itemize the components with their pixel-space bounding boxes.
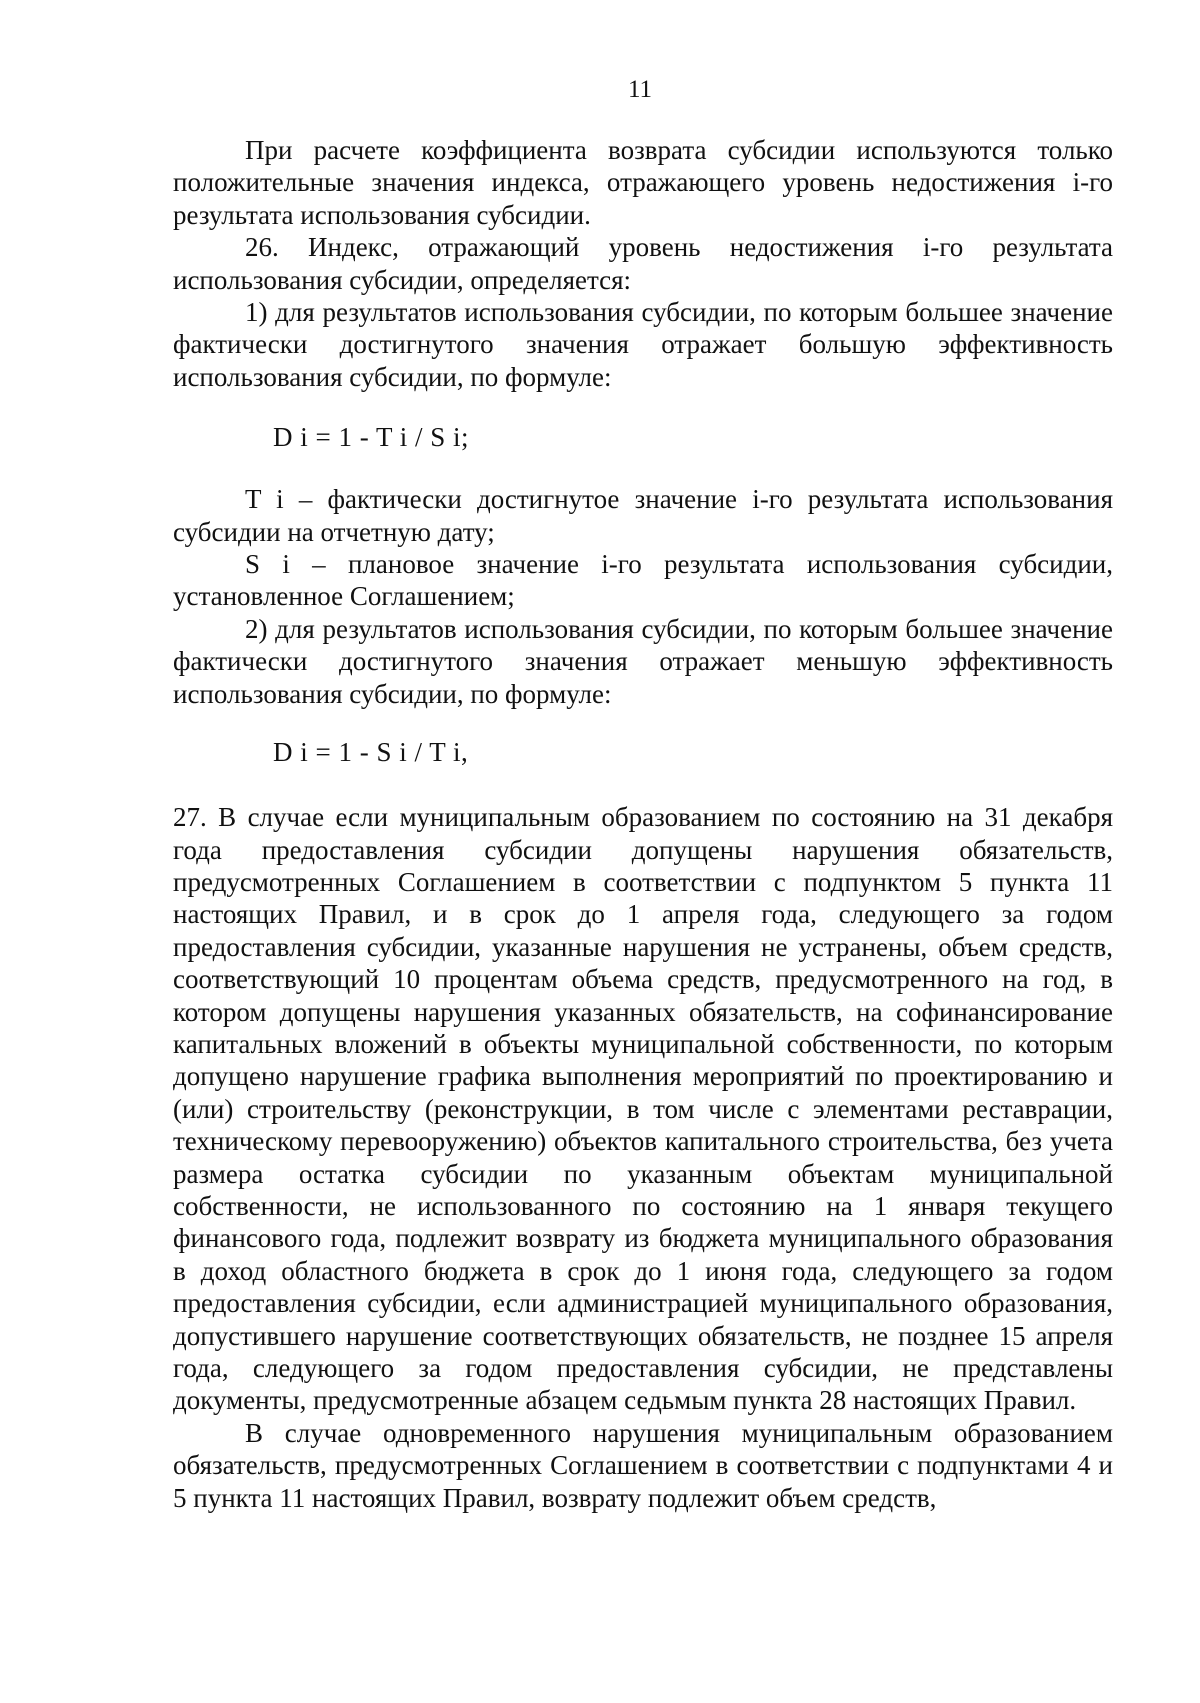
- formula-1: D i = 1 - T i / S i;: [273, 422, 470, 453]
- formula-2: D i = 1 - S i / T i,: [273, 737, 469, 768]
- paragraph-26-index-definition: 26. Индекс, отражающий уровень недостижения i-го результата использования субсидии, определяется:: [173, 232, 1113, 295]
- definition-si: S i – плановое значение i-го результата использования субсидии, установленное Соглашением;: [173, 549, 1113, 612]
- document-body: [173, 134, 1113, 1514]
- paragraph-26-item-2: 2) для результатов использования субсидии, по которым большее значение фактически достигнутого значения отражает меньшую эффективность использования субсидии, по формуле:: [173, 613, 1113, 709]
- paragraph-27-simultaneous-violation: В случае одновременного нарушения муниципальным образованием обязательств, предусмотренных Соглашением в соответствии с подпунктами 4 и 5 пункта 11 настоящих Правил, возврату подлежит объем средств,: [173, 1417, 1113, 1513]
- paragraph-positive-values: При расчете коэффициента возврата субсидии используются только положительные значения индекса, отражающего уровень недостижения i-го результата использования субсидии.: [173, 135, 1113, 230]
- page-number: 11: [627, 76, 653, 103]
- paragraph-26-item-1: 1) для результатов использования субсидии, по которым большее значение фактически достигнутого значения отражает большую эффективность использования субсидии, по формуле:: [173, 297, 1113, 392]
- definition-ti: T i – фактически достигнутое значение i-го результата использования субсидии на отчетную дату;: [173, 484, 1113, 547]
- paragraph-27: 27. В случае если муниципальным образованием по состоянию на 31 декабря года предоставления субсидии допущены нарушения обязательств, предусмотренных Соглашением в соответствии с подпунктом 5 пункта 11 настоящих Правил, и в срок до 1 апреля года, следующего за годом предоставления субсидии, указанные нарушения не устранены, объем средств, соответствующий 10 процентам объема средств, предусмотренного на год, в котором допущены нарушения указанных обязательств, на софинансирование капитальных вложений в объекты муниципальной собственности, по которым допущено нарушение графика выполнения мероприятий по проектированию и (или) строительству (реконструкции, в том числе с элементами реставрации, техническому перевооружению) объектов капитального строительства, без учета размера остатка субсидии по указанным объектам муниципальной собственности, не использованного по состоянию на 1 января текущего финансового года, подлежит возврату из бюджета муниципального образования в доход областного бюджета в срок до 1 июня года, следующего за годом предоставления субсидии, если администрацией муниципального образования, допустившего нарушение соответствующих обязательств, не позднее 15 апреля года, следующего за годом предоставления субсидии, не представлены документы, предусмотренные абзацем седьмым пункта 28 настоящих Правил.: [173, 802, 1113, 1416]
